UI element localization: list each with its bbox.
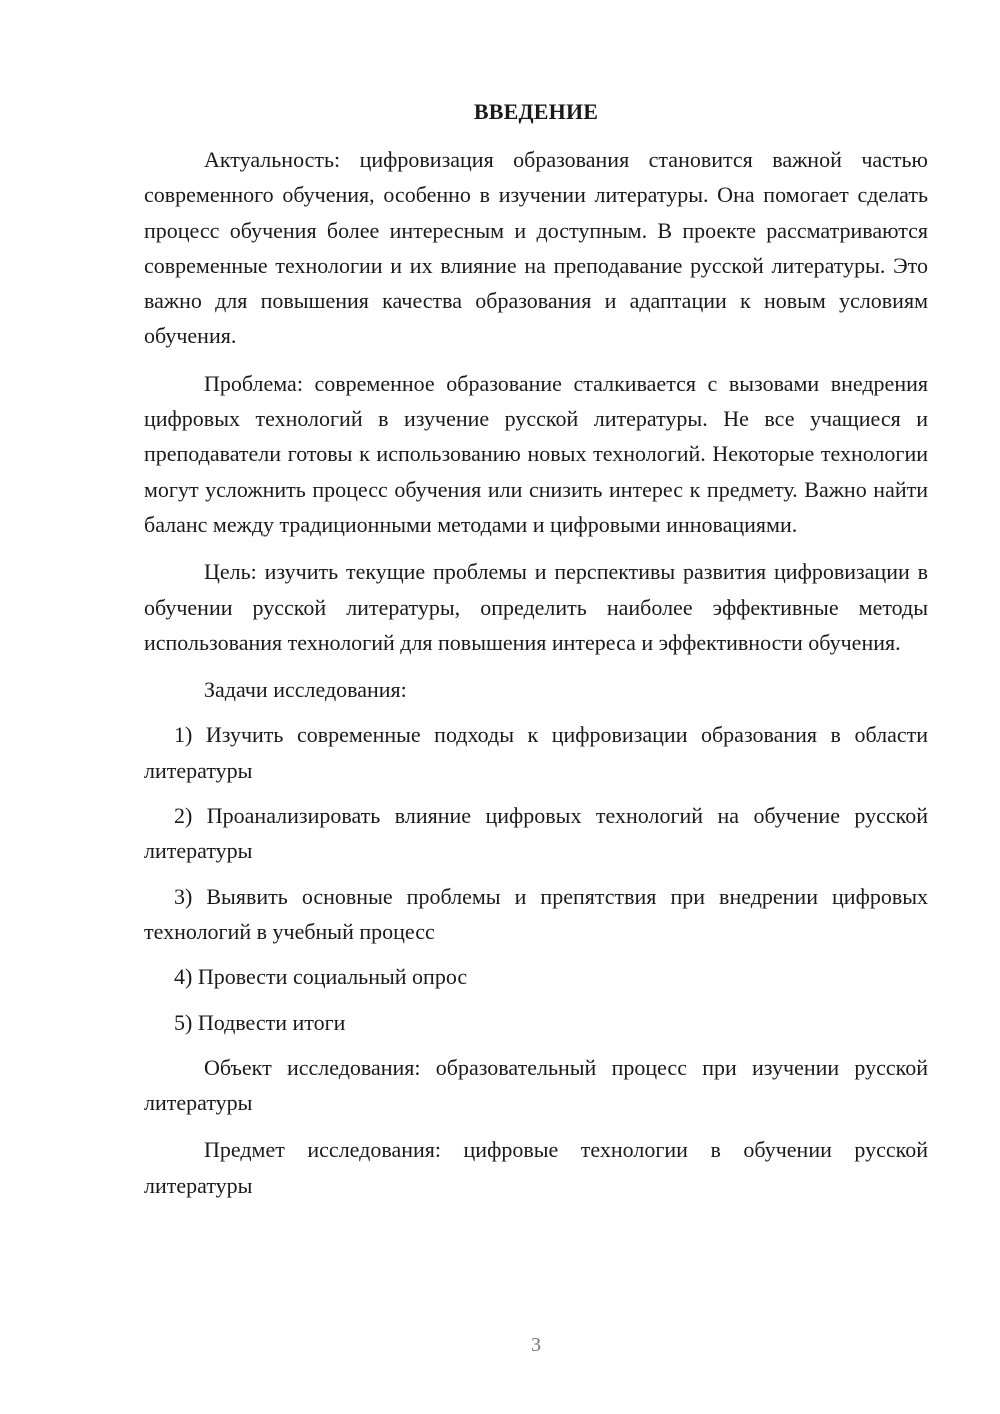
task-item-1: 1) Изучить современные подходы к цифровизации образования в области литературы bbox=[144, 722, 928, 783]
page-number: 3 bbox=[531, 1334, 541, 1356]
page-content bbox=[144, 94, 928, 1215]
task-item-2: 2) Проанализировать влияние цифровых технологий на обучение русской литературы bbox=[144, 803, 928, 864]
relevance-paragraph: Актуальность: цифровизация образования становится важной частью современного обучения, особенно в изучении литературы. Она помогает сделать процесс обучения более интересным и доступным. В проекте рассматриваются современные технологии и их влияние на преподавание русской литературы. Это важно для повышения качества образования и адаптации к новым условиям обучения. bbox=[144, 147, 928, 349]
research-subject-paragraph: Предмет исследования: цифровые технологии в обучении русской литературы bbox=[144, 1137, 928, 1198]
goal-paragraph: Цель: изучить текущие проблемы и перспективы развития цифровизации в обучении русской литературы, определить наиболее эффективные методы использования технологий для повышения интереса и эффективности обучения. bbox=[144, 559, 928, 655]
research-object-paragraph: Объект исследования: образовательный процесс при изучении русской литературы bbox=[144, 1054, 928, 1116]
task-item-5: 5) Подвести итоги bbox=[174, 1009, 346, 1035]
problem-paragraph: Проблема: современное образование сталкивается с вызовами внедрения цифровых технологий в изучение русской литературы. Не все учащиеся и преподаватели готовы к использованию новых технологий. Некоторые технологии могут усложнить процесс обучения или снизить интерес к предмету. Важно найти баланс между традиционными методами и цифровыми инновациями. bbox=[144, 370, 928, 537]
task-item-3: 3) Выявить основные проблемы и препятствия при внедрении цифровых технологий в учебный процесс bbox=[144, 883, 928, 944]
page-title: ВВЕДЕНИЕ bbox=[473, 99, 599, 124]
tasks-heading: Задачи исследования: bbox=[204, 677, 407, 703]
task-item-4: 4) Провести социальный опрос bbox=[174, 964, 468, 990]
